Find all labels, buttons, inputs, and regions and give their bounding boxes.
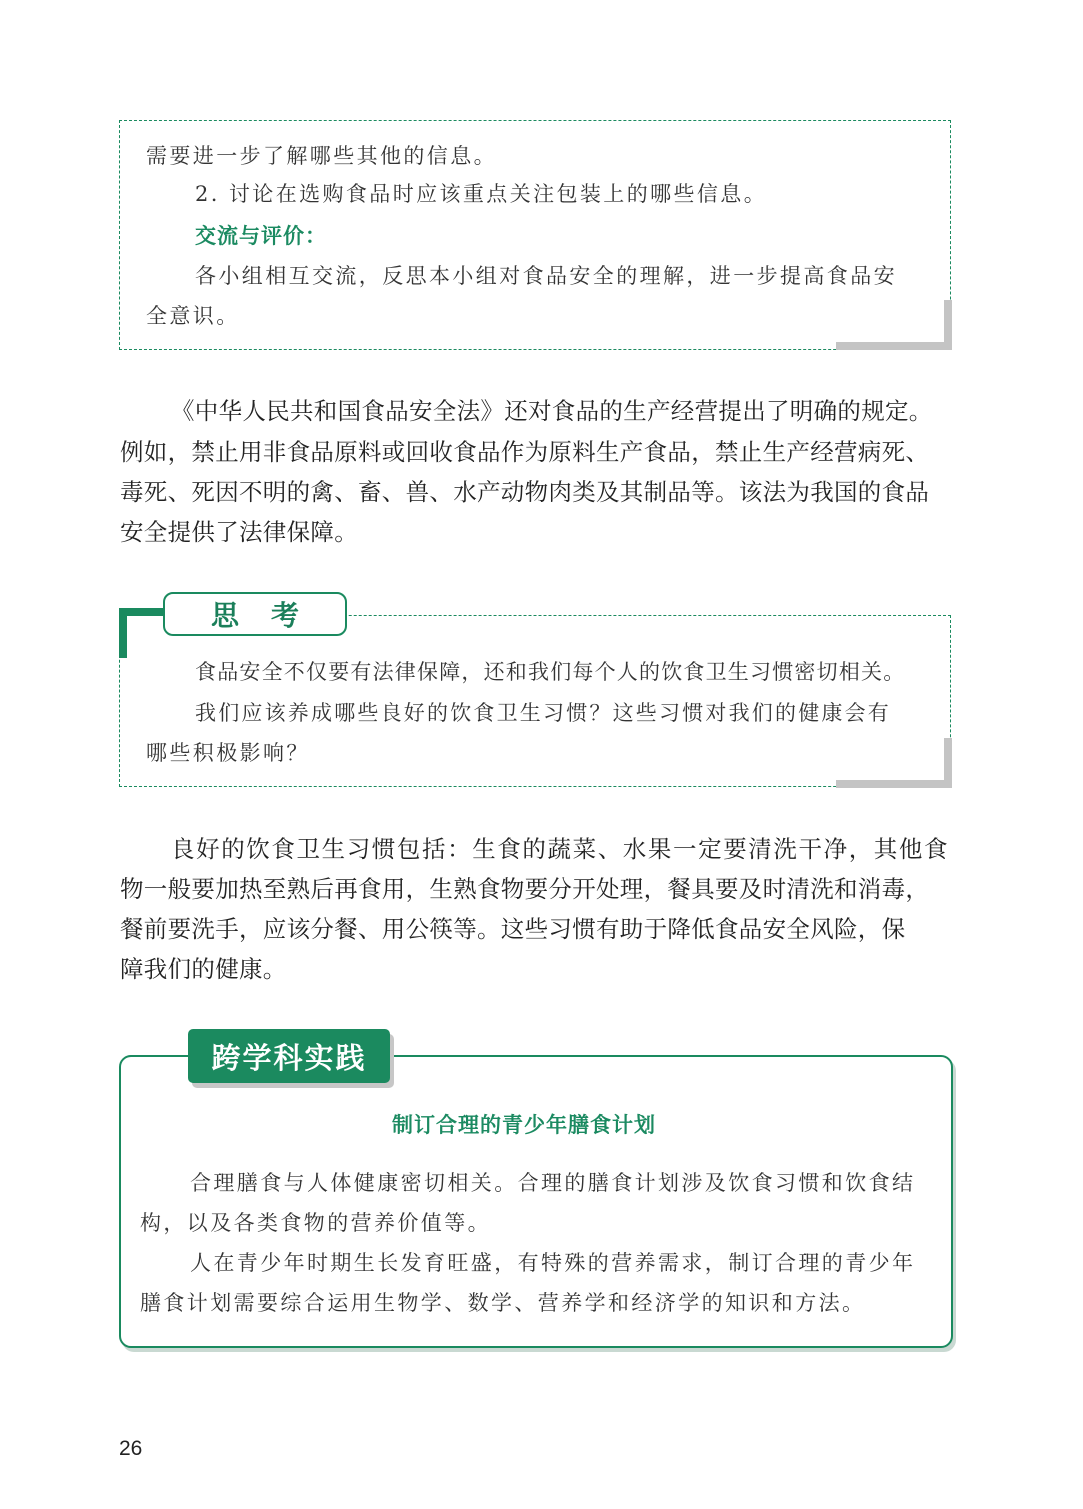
activity-line-3: 各小组相互交流，反思本小组对食品安全的理解，进一步提高食品安 <box>195 264 897 288</box>
paragraph-2-line-1: 良好的饮食卫生习惯包括：生食的蔬菜、水果一定要清洗干净，其他食 <box>171 835 950 863</box>
practice-line-4: 膳食计划需要综合运用生物学、数学、营养学和经济学的知识和方法。 <box>140 1291 866 1315</box>
activity-line-1: 需要进一步了解哪些其他的信息。 <box>146 144 497 168</box>
practice-line-3: 人在青少年时期生长发育旺盛，有特殊的营养需求，制订合理的青少年 <box>190 1251 916 1275</box>
practice-line-1: 合理膳食与人体健康密切相关。合理的膳食计划涉及饮食习惯和饮食结 <box>190 1171 916 1195</box>
thinking-box-shadow-horizontal <box>836 780 952 788</box>
thinking-label: 思考 <box>210 599 331 632</box>
practice-line-2: 构，以及各类食物的营养价值等。 <box>140 1211 491 1235</box>
paragraph-1-line-2: 例如，禁止用非食品原料或回收食品作为原料生产食品，禁止生产经营病死、 <box>120 438 930 466</box>
page-number: 26 <box>119 1437 143 1460</box>
thinking-line-1: 食品安全不仅要有法律保障，还和我们每个人的饮食卫生习惯密切相关。 <box>195 660 906 684</box>
activity-line-4: 全意识。 <box>146 304 240 328</box>
paragraph-1-line-1: 《中华人民共和国食品安全法》还对食品的生产经营提出了明确的规定。 <box>171 397 933 425</box>
paragraph-2-line-2: 物一般要加热至熟后再食用，生熟食物要分开处理，餐具要及时清洗和消毒， <box>120 875 930 903</box>
thinking-corner-bracket-vertical <box>119 608 127 658</box>
thinking-line-3: 哪些积极影响？ <box>146 741 310 765</box>
thinking-line-2: 我们应该养成哪些良好的饮食卫生习惯？这些习惯对我们的健康会有 <box>195 701 891 725</box>
paragraph-2-line-3: 餐前要洗手，应该分餐、用公筷等。这些习惯有助于降低食品安全风险，保 <box>120 915 906 943</box>
paragraph-2-line-4: 障我们的健康。 <box>120 955 287 983</box>
practice-label: 跨学科实践 <box>211 1040 367 1075</box>
activity-heading: 交流与评价： <box>195 224 327 248</box>
activity-line-2: 2. 讨论在选购食品时应该重点关注包装上的哪些信息。 <box>195 182 768 206</box>
thinking-label-tab <box>163 592 347 636</box>
practice-title: 制订合理的青少年膳食计划 <box>392 1113 656 1137</box>
activity-box-shadow-horizontal <box>836 342 952 350</box>
practice-label-tab <box>188 1029 390 1083</box>
paragraph-1-line-3: 毒死、死因不明的禽、畜、兽、水产动物肉类及其制品等。该法为我国的食品 <box>120 478 930 506</box>
paragraph-1-line-4: 安全提供了法律保障。 <box>120 518 358 546</box>
